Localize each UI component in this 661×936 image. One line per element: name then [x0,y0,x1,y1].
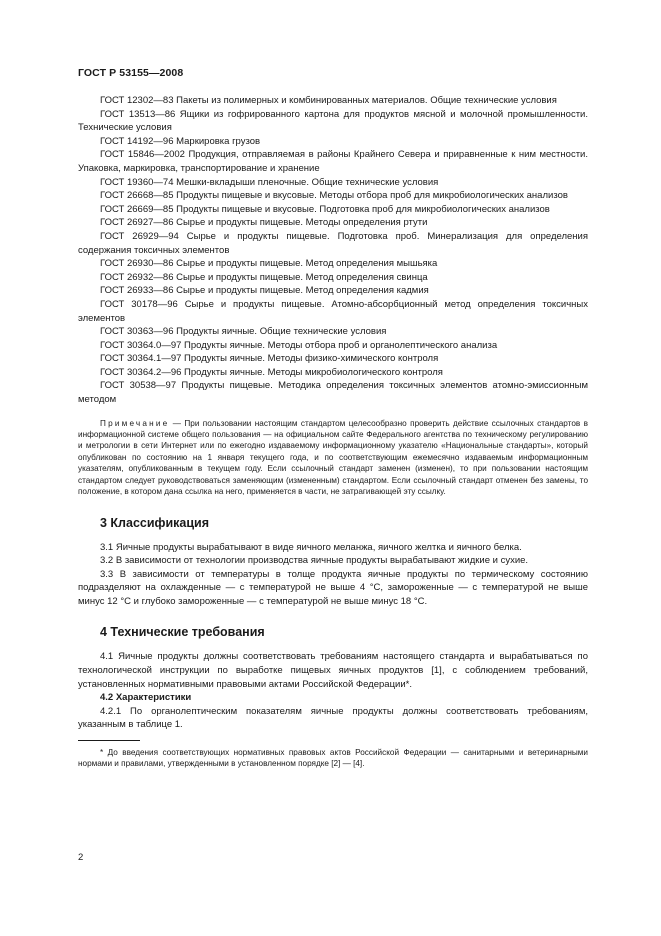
note-paragraph [78,418,588,498]
reference-item: ГОСТ 26668—85 Продукты пищевые и вкусовые. Методы отбора проб для микробиологических анализов [100,190,568,202]
footnote: * До введения соответствующих нормативных правовых актов Российской Федерации — санитарными и ветеринарными нормами и правилами, утвержденными в установленном порядке [2] — [4]. [78,748,588,769]
section-4-heading: 4 Технические требования [100,625,265,640]
note-text: — При пользовании настоящим стандартом целесообразно проверить действие ссылочных стандартов в информационной системе общего пользования — на официальном сайте Федерального агентства по техническому регулированию и метрологии в сети Интернет или по ежегодно издаваемому информационному указателю «Национальные стандарты», который опубликован по состоянию на 1 января текущего года, и по соответствующим ежемесячно издаваемым информационным указателям, опубликованным в текущем году. Если ссылочный стандарт заменен (изменен), то при пользовании настоящим стандартом следует руководствоваться заменяющим (измененным) стандартом. Если ссылочный стандарт отменен без замены, то положение, в котором дана ссылка на него, применяется в части, не затрагивающей эту ссылку. [78,418,588,497]
reference-item: ГОСТ 13513—86 Ящики из гофрированного картона для продуктов мясной и молочной промышленности. Технические условия [78,108,588,134]
page-header-title: ГОСТ Р 53155—2008 [78,67,184,79]
reference-item: ГОСТ 19360—74 Мешки-вкладыши пленочные. Общие технические условия [100,176,439,188]
reference-item: ГОСТ 26933—86 Сырье и продукты пищевые. Метод определения кадмия [100,285,429,297]
clause-3-1: 3.1 Яичные продукты вырабатывают в виде яичного меланжа, яичного желтка и яичного белка. [100,541,522,553]
reference-item: ГОСТ 12302—83 Пакеты из полимерных и комбинированных материалов. Общие технические условия [100,95,557,106]
section-3-heading: 3 Классификация [100,515,210,530]
reference-item: ГОСТ 30364.1—97 Продукты яичные. Методы физико-химического контроля [100,353,439,365]
reference-item: ГОСТ 30363—96 Продукты яичные. Общие технические условия [100,326,387,338]
clause-3-2: 3.2 В зависимости от технологии производства яичные продукты вырабатывают жидкие и сухие. [100,555,529,567]
reference-item: ГОСТ 30364.2—96 Продукты яичные. Методы микробиологического контроля [100,366,443,378]
reference-item: ГОСТ 14192—96 Маркировка грузов [100,135,261,147]
reference-item: ГОСТ 30364.0—97 Продукты яичные. Методы отбора проб и органолептического анализа [100,339,498,351]
footnote-divider [78,740,140,741]
clause-4-1: 4.1 Яичные продукты должны соответствовать требованиям настоящего стандарта и вырабатываться по технологической инструкции по выработке пищевых яичных продуктов [1], с соблюдением требований, установленных нормативными правовыми актами Российской Федерации*. [78,651,588,690]
reference-item: ГОСТ 15846—2002 Продукция, отправляемая в районы Крайнего Севера и приравненные к ним местности. Упаковка, маркировка, транспортирование и хранение [78,149,588,174]
reference-item: ГОСТ 30178—96 Сырье и продукты пищевые. Атомно-абсорбционный метод определения токсичных элементов [78,298,588,324]
clause-4-2-heading: 4.2 Характеристики [100,692,192,704]
clause-3-3: 3.3 В зависимости от температуры в толще продукта яичные продукты по термическому состоянию подразделяют на охлажденные — с температурой не выше 4 °С, замороженные — с температурой не выше минус 12 °С и глубоко замороженные — с температурой не выше минус 18 °С. [78,568,588,607]
reference-item: ГОСТ 30538—97 Продукты пищевые. Методика определения токсичных элементов атомно-эмиссионным методом [78,380,588,406]
reference-item: ГОСТ 26929—94 Сырье и продукты пищевые. Подготовка проб. Минерализация для определения содержания токсичных элементов [78,230,588,256]
reference-item: ГОСТ 26932—86 Сырье и продукты пищевые. Метод определения свинца [100,271,428,283]
reference-item: ГОСТ 26669—85 Продукты пищевые и вкусовые. Подготовка проб для микробиологических анализов [100,203,550,215]
clause-4-2-1: 4.2.1 По органолептическим показателям яичные продукты должны соответствовать требованиям, указанным в таблице 1. [78,705,588,731]
reference-item: ГОСТ 26930—86 Сырье и продукты пищевые. Метод определения мышьяка [100,258,438,270]
reference-item: ГОСТ 26927—86 Сырье и продукты пищевые. Методы определения ртути [100,217,428,229]
references-list [78,94,588,407]
page-number: 2 [78,852,84,863]
note-label: Примечание [100,418,170,428]
page-content [78,94,588,770]
